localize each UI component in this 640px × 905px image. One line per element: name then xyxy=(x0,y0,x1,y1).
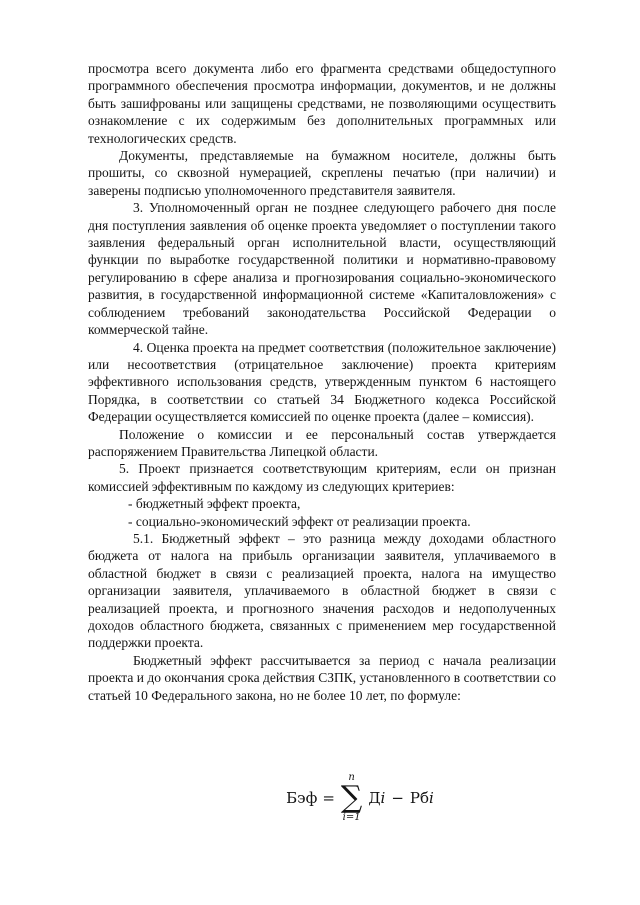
paragraph-budget-effect-calculation: Бюджетный эффект рассчитывается за период с начала реализации проекта и до окончания срока действия СЗПК, установленного в соответствии со статьей 10 Федерального закона, но не более 10 лет, по формуле: xyxy=(88,652,556,703)
formula-term-income-index: i xyxy=(380,789,386,807)
formula-upper-limit: n xyxy=(348,772,355,783)
paragraph-commission-regulation: Положение о комиссии и ее персональный состав утверждается распоряжением Правительства Липецкой области. xyxy=(88,426,556,459)
paragraph-point-3: 3. Уполномоченный орган не позднее следующего рабочего дня после дня поступления заявления об оценке проекта уведомляет о поступлении такого заявления федеральный орган исполнительной власти, осуществляющий функции по выработке государственной политики и нормативно-правовому регулированию в сфере анализа и прогнозирования социально-экономического развития, в государственной информационной системе «Капиталовложения» с соблюдением требований законодательства Российской Федерации о коммерческой тайне. xyxy=(88,200,556,338)
formula-term-income-base: Д xyxy=(368,789,381,807)
paragraph-paper-documents: Документы, представляемые на бумажном носителе, должны быть прошиты, со сквозной нумерацией, скреплены печатью (при наличии) и заверены подписью уполномоченного представителя заявителя. xyxy=(88,148,556,198)
continuation-paragraph: просмотра всего документа либо его фрагмента средствами общедоступного программного обеспечения просмотра информации, документов, и не должны быть зашифрованы или защищены средствами, не позволяющими осуществить ознакомление с их содержимым без дополнительных программных или технологических средств. xyxy=(88,61,556,146)
formula-summation xyxy=(341,772,362,824)
formula-lhs: Бэф xyxy=(286,789,318,807)
budget-effect-formula xyxy=(0,772,640,824)
formula-equals: = xyxy=(322,789,335,807)
formula-minus: − xyxy=(391,789,404,807)
formula-term-income xyxy=(368,789,385,807)
list-item-socioeconomic-effect: - социально-экономический эффект от реализации проекта. xyxy=(128,513,471,529)
document-body xyxy=(88,60,556,780)
paragraph-point-5-1: 5.1. Бюджетный эффект – это разница между доходами областного бюджета от налога на прибыль организации заявителя, уплачиваемого в областной бюджет в связи с реализацией проекта, налога на имущество организации заявителя, уплачиваемого в областной бюджет в связи с реализацией проекта, и прогнозного значения расходов и недополученных доходов областного бюджета, связанных с применением мер государственной поддержки проекта. xyxy=(88,530,556,651)
formula-term-expense-index: i xyxy=(429,789,434,807)
paragraph-point-5: 5. Проект признается соответствующим критериям, если он признан комиссией эффективным по каждому из следующих критериев: xyxy=(88,461,556,494)
formula-term-expense xyxy=(410,789,434,807)
paragraph-point-4: 4. Оценка проекта на предмет соответствия (положительное заключение) или несоответствия (отрицательное заключение) проекта критериям эффективного использования средств, утвержденным пунктом 6 настоящего Порядка, в соответствии со статьей 34 Бюджетного кодекса Российской Федерации осуществляется комиссией по оценке проекта (далее – комиссия). xyxy=(88,339,556,425)
list-item-budget-effect: - бюджетный эффект проекта, xyxy=(128,496,301,512)
formula-sigma: ∑ xyxy=(340,780,363,815)
formula-term-expense-base: Рб xyxy=(409,789,430,807)
formula-lower-limit: i=1 xyxy=(342,812,361,823)
